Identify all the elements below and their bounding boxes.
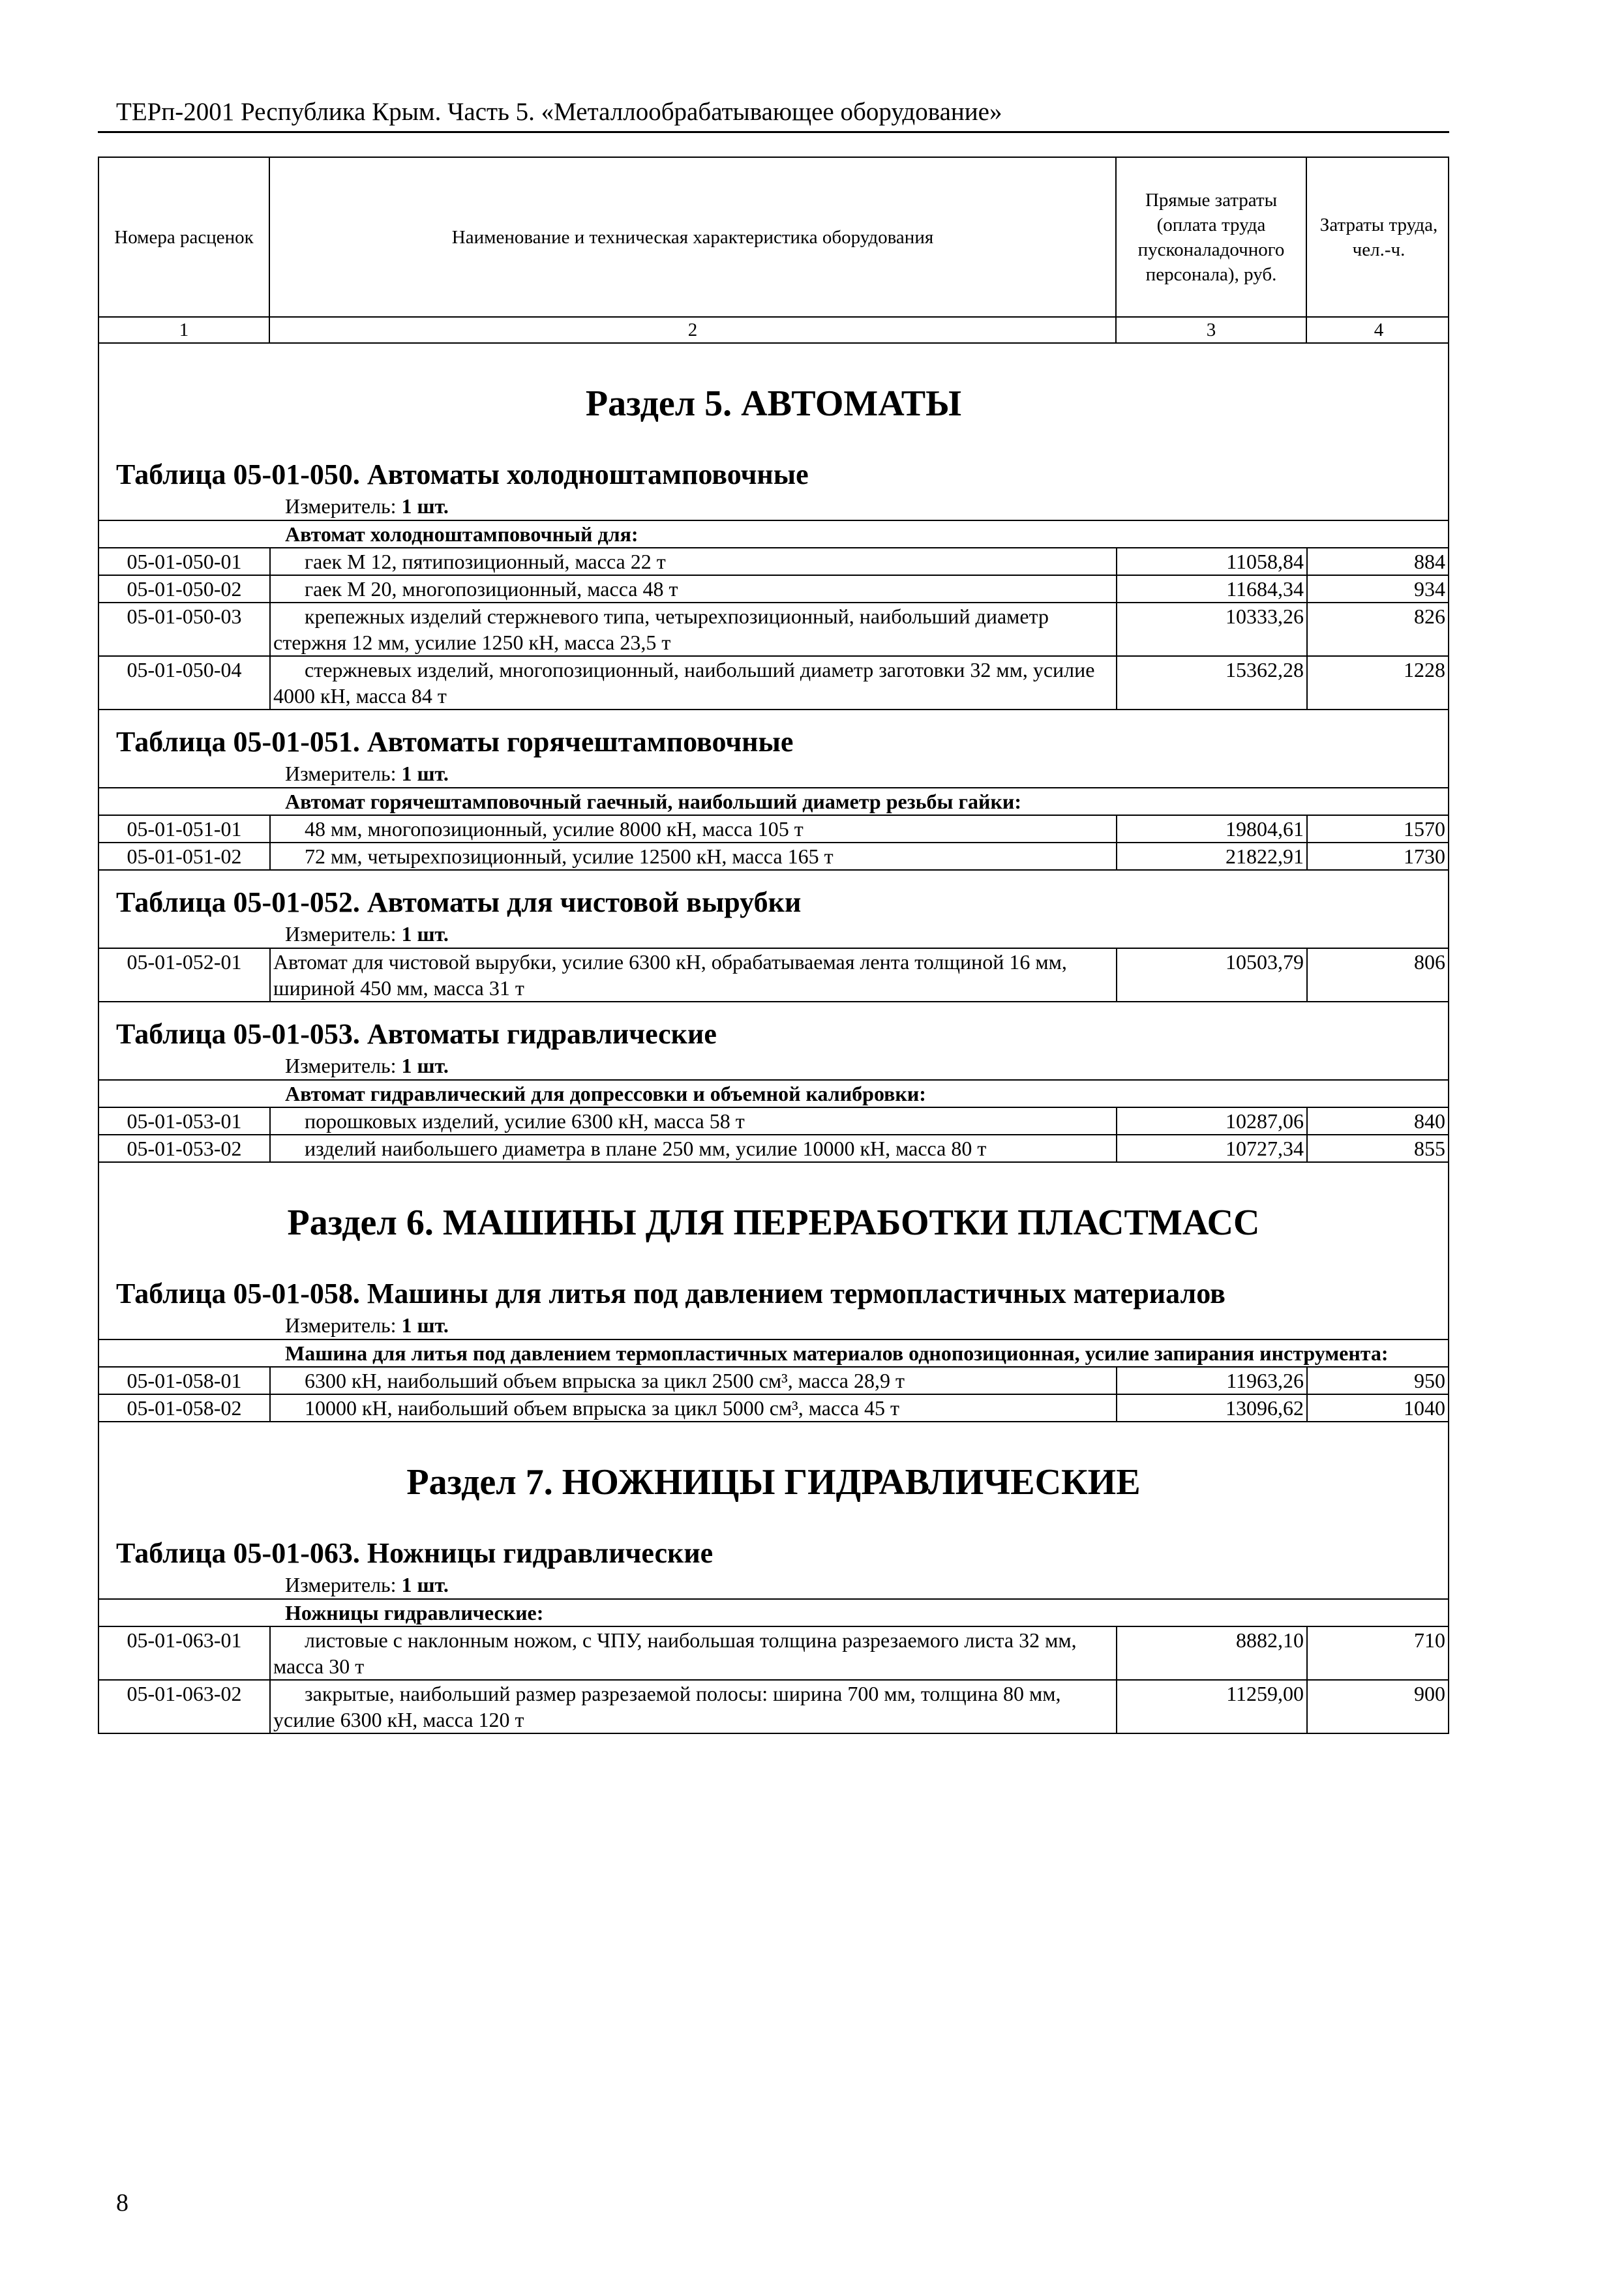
table-row [99, 1394, 1448, 1422]
labor-cost: 806 [1307, 948, 1448, 1002]
table-title: Таблица 05-01-058. Машины для литья под давлением термопластичных материалов [116, 1278, 1226, 1309]
labor-cost: 710 [1307, 1626, 1448, 1680]
unit-label: Измеритель: [285, 1054, 397, 1077]
table-row [99, 1680, 1448, 1733]
unit-value: 1 шт. [401, 922, 449, 946]
table-row [99, 815, 1448, 843]
rate-code: 05-01-050-03 [99, 603, 270, 656]
direct-cost: 13096,62 [1117, 1394, 1307, 1422]
group-row [99, 1599, 1448, 1626]
labor-cost: 826 [1307, 603, 1448, 656]
running-header: ТЕРп-2001 Республика Крым. Часть 5. «Металлообрабатывающее оборудование» [116, 98, 1002, 126]
equipment-name: листовые с наклонным ножом, с ЧПУ, наибольшая толщина разрезаемого листа 32 мм, масса 30 т [270, 1626, 1117, 1680]
column-number: 2 [270, 318, 1117, 342]
group-heading: Машина для литья под давлением термопластичных материалов однопозиционная, усилие запирания инструмента: [99, 1339, 1448, 1367]
document-body [98, 344, 1449, 1734]
direct-cost: 8882,10 [1117, 1626, 1307, 1680]
rate-table [99, 1079, 1448, 1163]
unit-value: 1 шт. [401, 1573, 449, 1596]
equipment-name: стержневых изделий, многопозиционный, наибольший диаметр заготовки 32 мм, усилие 4000 кН, масса 84 т [270, 656, 1117, 710]
table-row [99, 548, 1448, 575]
table-title: Таблица 05-01-051. Автоматы горячештамповочные [116, 726, 794, 758]
rate-table [99, 948, 1448, 1002]
labor-cost: 1570 [1307, 815, 1448, 843]
rate-code: 05-01-053-02 [99, 1135, 270, 1162]
column-number: 3 [1117, 318, 1307, 342]
labor-cost: 1228 [1307, 656, 1448, 710]
unit-label: Измеритель: [285, 1573, 397, 1596]
rate-code: 05-01-050-01 [99, 548, 270, 575]
unit-value: 1 шт. [401, 1054, 449, 1077]
unit-line [99, 1311, 1448, 1339]
equipment-name: изделий наибольшего диаметра в плане 250 мм, усилие 10000 кН, масса 80 т [270, 1135, 1117, 1162]
table-title: Таблица 05-01-063. Ножницы гидравлические [116, 1537, 714, 1569]
group-row [99, 520, 1448, 548]
labor-cost: 1040 [1307, 1394, 1448, 1422]
table-row [99, 1135, 1448, 1162]
labor-cost: 884 [1307, 548, 1448, 575]
column-numbers [98, 318, 1449, 344]
unit-line [99, 1052, 1448, 1079]
column-header-name: Наименование и техническая характеристика оборудования [270, 158, 1117, 316]
equipment-name: Автомат для чистовой вырубки, усилие 6300 кН, обрабатываемая лента толщиной 16 мм, шириной 450 мм, масса 31 т [270, 948, 1117, 1002]
rate-code: 05-01-051-02 [99, 843, 270, 870]
table-row [99, 603, 1448, 656]
direct-cost: 11058,84 [1117, 548, 1307, 575]
table-row [99, 843, 1448, 870]
labor-cost: 950 [1307, 1367, 1448, 1394]
labor-cost: 1730 [1307, 843, 1448, 870]
direct-cost: 10287,06 [1117, 1107, 1307, 1135]
table-title: Таблица 05-01-052. Автоматы для чистовой вырубки [116, 886, 802, 918]
rate-code: 05-01-050-02 [99, 575, 270, 603]
direct-cost: 10333,26 [1117, 603, 1307, 656]
section-title: Раздел 7. НОЖНИЦЫ ГИДРАВЛИЧЕСКИЕ [406, 1462, 1141, 1503]
rate-code: 05-01-063-02 [99, 1680, 270, 1733]
rate-code: 05-01-058-02 [99, 1394, 270, 1422]
direct-cost: 21822,91 [1117, 843, 1307, 870]
group-heading: Ножницы гидравлические: [99, 1599, 1448, 1626]
direct-cost: 11684,34 [1117, 575, 1307, 603]
rate-code: 05-01-053-01 [99, 1107, 270, 1135]
equipment-name: 10000 кН, наибольший объем впрыска за цикл 5000 см³, масса 45 т [270, 1394, 1117, 1422]
direct-cost: 19804,61 [1117, 815, 1307, 843]
direct-cost: 10727,34 [1117, 1135, 1307, 1162]
column-header-labor: Затраты труда, чел.-ч. [1319, 214, 1438, 260]
column-headers [98, 157, 1449, 318]
column-number: 1 [99, 318, 270, 342]
unit-label: Измеритель: [285, 922, 397, 946]
labor-cost: 855 [1307, 1135, 1448, 1162]
unit-line [99, 760, 1448, 787]
rate-table [99, 520, 1448, 710]
equipment-name: крепежных изделий стержневого типа, четырехпозиционный, наибольший диаметр стержня 12 мм, усилие 1250 кН, масса 23,5 т [270, 603, 1117, 656]
table-row [99, 948, 1448, 1002]
equipment-name: порошковых изделий, усилие 6300 кН, масса 58 т [270, 1107, 1117, 1135]
unit-line [99, 1571, 1448, 1598]
rate-code: 05-01-050-04 [99, 656, 270, 710]
unit-label: Измеритель: [285, 1313, 397, 1337]
unit-label: Измеритель: [285, 494, 397, 518]
equipment-name: закрытые, наибольший размер разрезаемой полосы: ширина 700 мм, толщина 80 мм, усилие 6300 кН, масса 120 т [270, 1680, 1117, 1733]
equipment-name: 48 мм, многопозиционный, усилие 8000 кН, масса 105 т [270, 815, 1117, 843]
group-row [99, 788, 1448, 815]
column-header-cost: Прямые затраты (оплата труда пусконаладочного персонала), руб. [1117, 158, 1307, 316]
labor-cost: 900 [1307, 1680, 1448, 1733]
group-row [99, 1339, 1448, 1367]
unit-value: 1 шт. [401, 494, 449, 518]
unit-value: 1 шт. [401, 1313, 449, 1337]
direct-cost: 15362,28 [1117, 656, 1307, 710]
rate-code: 05-01-051-01 [99, 815, 270, 843]
page-number: 8 [116, 2189, 128, 2217]
unit-label: Измеритель: [285, 762, 397, 785]
column-number: 4 [1374, 320, 1384, 340]
table-row [99, 1107, 1448, 1135]
group-heading: Автомат холодноштамповочный для: [99, 520, 1448, 548]
table-row [99, 1367, 1448, 1394]
direct-cost: 11963,26 [1117, 1367, 1307, 1394]
direct-cost: 11259,00 [1117, 1680, 1307, 1733]
table-row [99, 1626, 1448, 1680]
rate-code: 05-01-052-01 [99, 948, 270, 1002]
group-heading: Автомат гидравлический для допрессовки и объемной калибровки: [99, 1080, 1448, 1107]
group-heading: Автомат горячештамповочный гаечный, наибольший диаметр резьбы гайки: [99, 788, 1448, 815]
labor-cost: 934 [1307, 575, 1448, 603]
rate-table [99, 1339, 1448, 1422]
equipment-name: гаек М 12, пятипозиционный, масса 22 т [270, 548, 1117, 575]
column-header-code: Номера расценок [99, 158, 270, 316]
labor-cost: 840 [1307, 1107, 1448, 1135]
table-row [99, 656, 1448, 710]
rate-code: 05-01-063-01 [99, 1626, 270, 1680]
rate-table [99, 787, 1448, 871]
section-title: Раздел 5. АВТОМАТЫ [585, 383, 962, 424]
equipment-name: 6300 кН, наибольший объем впрыска за цикл 2500 см³, масса 28,9 т [270, 1367, 1117, 1394]
rate-code: 05-01-058-01 [99, 1367, 270, 1394]
document-frame [98, 157, 1449, 1734]
header-rule [98, 131, 1449, 133]
unit-line [99, 492, 1448, 520]
table-title: Таблица 05-01-050. Автоматы холодноштамповочные [116, 458, 809, 490]
table-title: Таблица 05-01-053. Автоматы гидравлические [116, 1018, 717, 1050]
unit-line [99, 920, 1448, 948]
equipment-name: гаек М 20, многопозиционный, масса 48 т [270, 575, 1117, 603]
equipment-name: 72 мм, четырехпозиционный, усилие 12500 кН, масса 165 т [270, 843, 1117, 870]
group-row [99, 1080, 1448, 1107]
unit-value: 1 шт. [401, 762, 449, 785]
table-row [99, 575, 1448, 603]
rate-table [99, 1598, 1448, 1734]
direct-cost: 10503,79 [1117, 948, 1307, 1002]
section-title: Раздел 6. МАШИНЫ ДЛЯ ПЕРЕРАБОТКИ ПЛАСТМАСС [287, 1203, 1260, 1243]
